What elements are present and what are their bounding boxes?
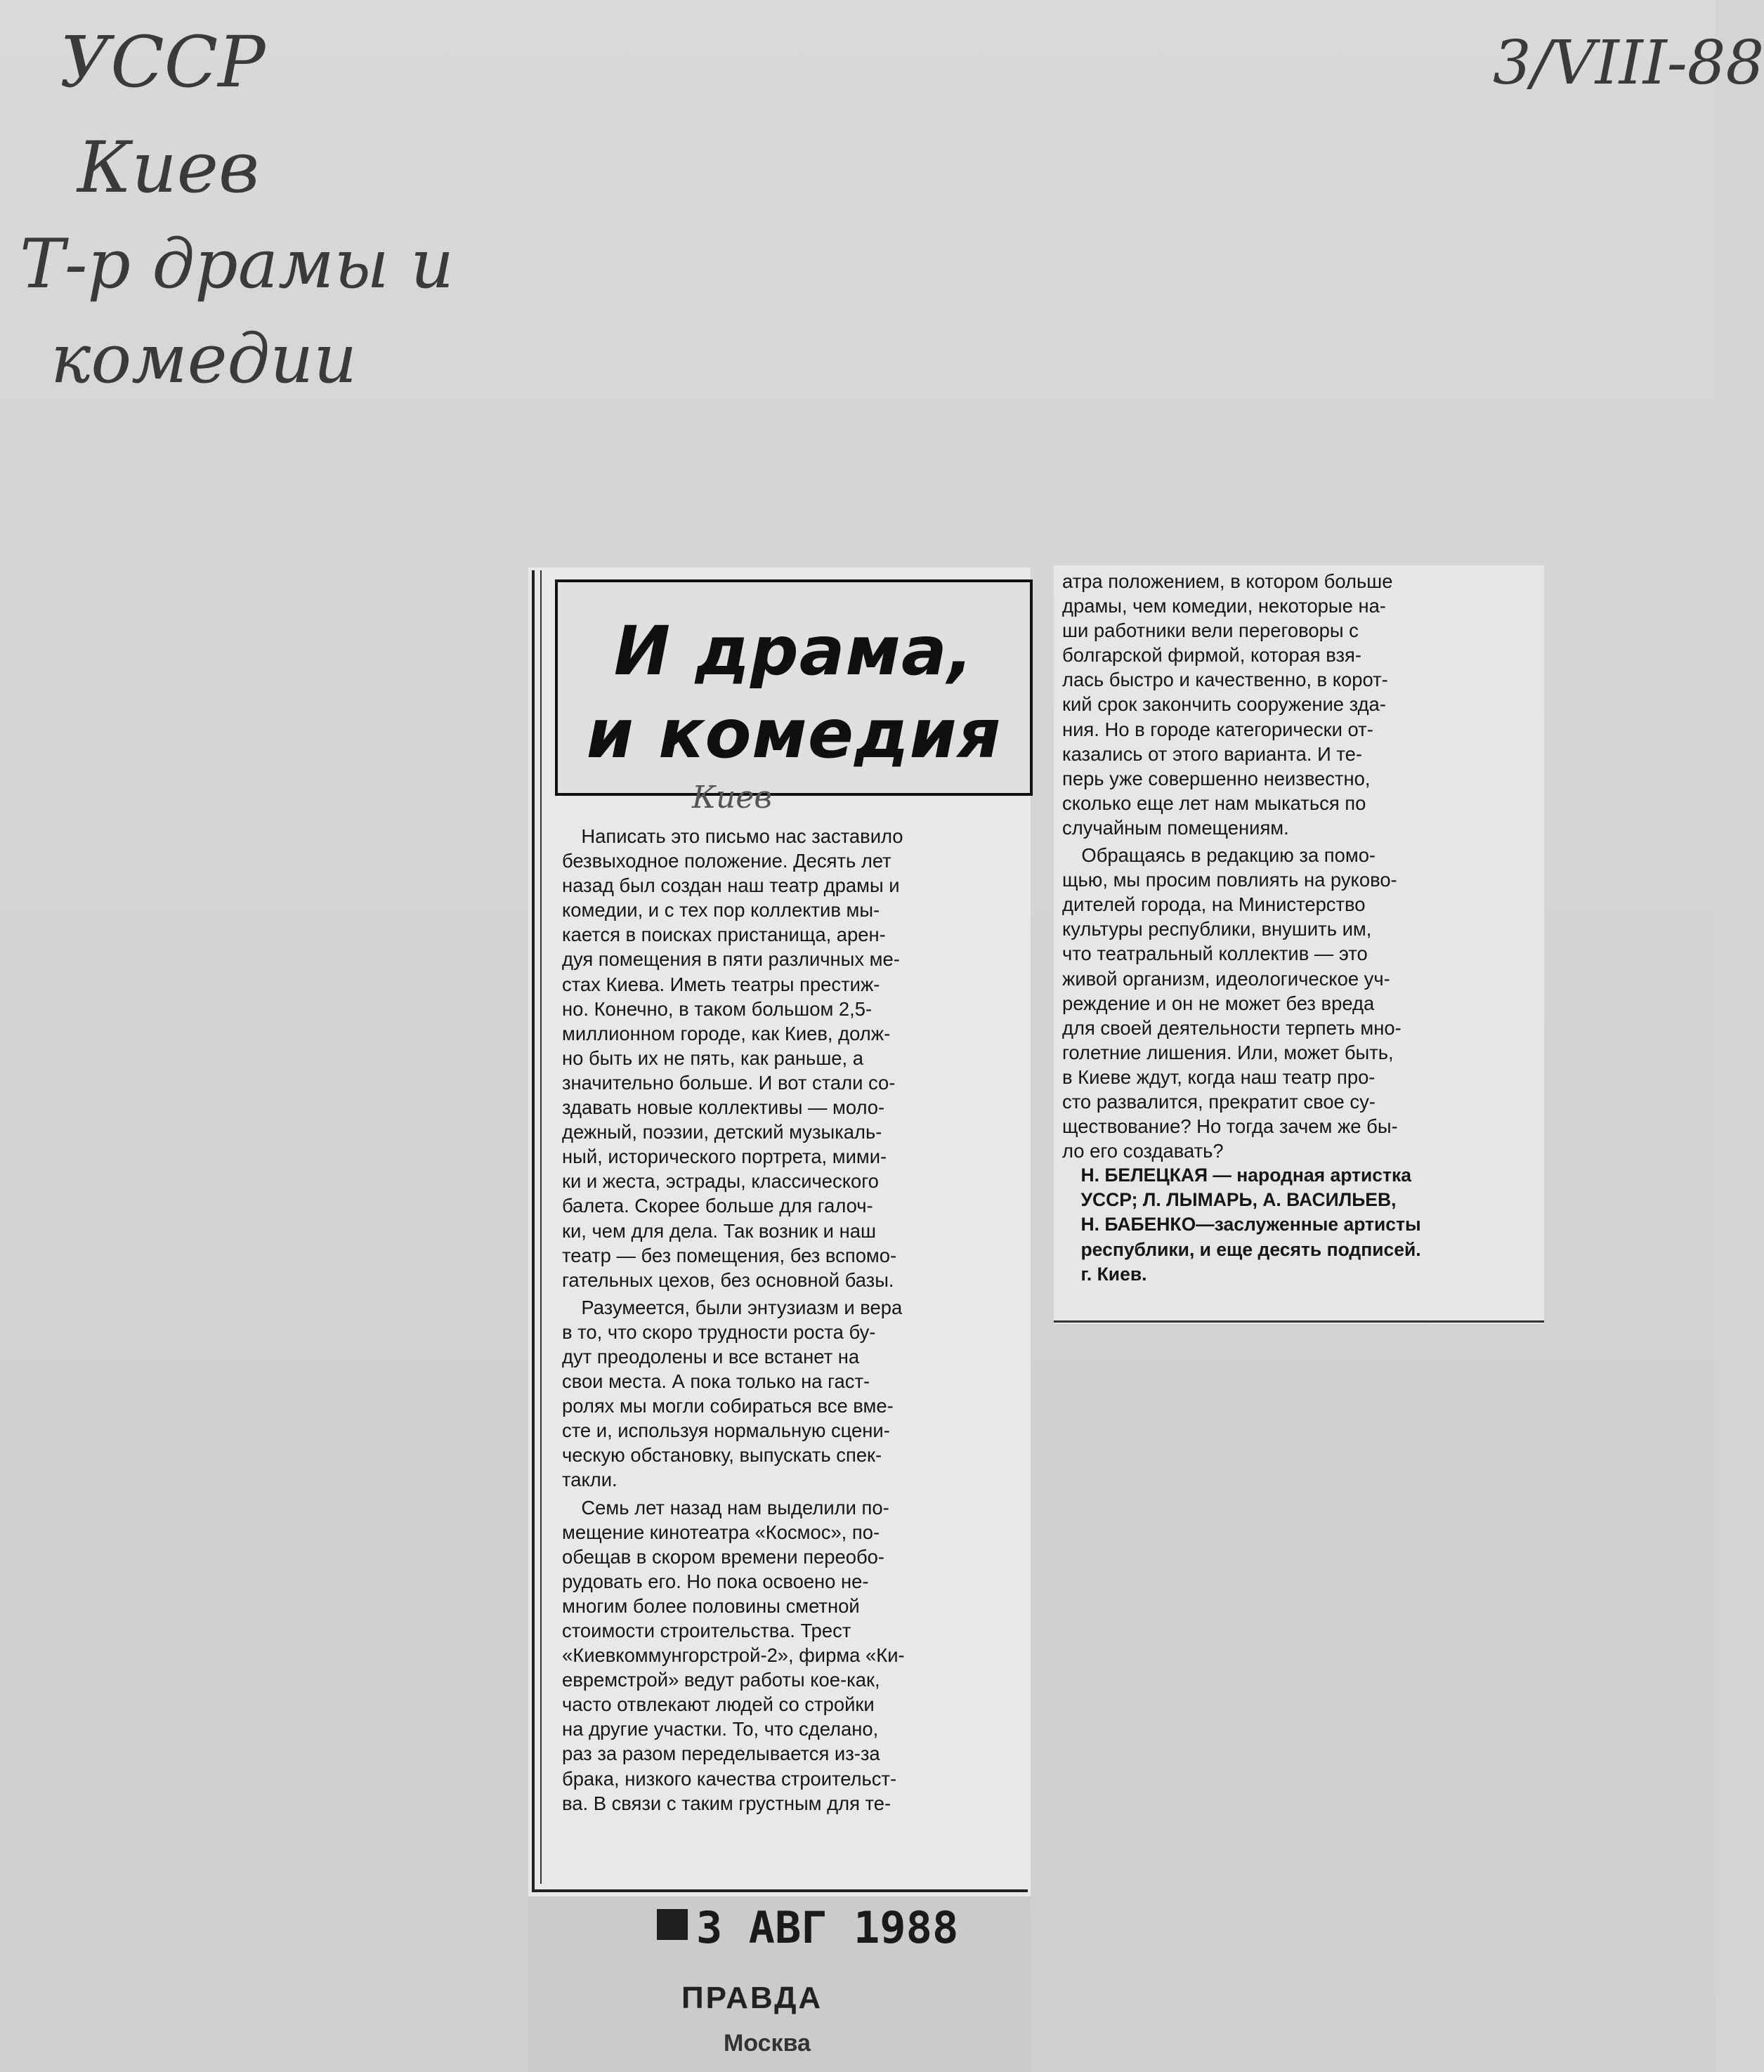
article-line: ния. Но в городе категорически от- [1062,718,1373,740]
article-line: Разумеется, были энтузиазм и вера [562,1296,903,1318]
article-line: кий срок закончить сооружение зда- [1062,693,1386,716]
article-line: здавать новые коллективы — моло- [562,1096,885,1119]
article-line: обещав в скором времени переобо- [562,1545,884,1568]
article-line: театр — без помещения, без вспомо- [562,1244,897,1266]
article-line: дут преодолены и все встанет на [562,1345,860,1368]
article-line: мещение кинотеатра «Космос», по- [562,1521,880,1543]
article-line: кается в поисках пристанища, арен- [562,924,886,946]
clipping-inner-rule [540,570,546,1884]
article-line: «Киевкоммунгорстрой-2», фирма «Ки- [562,1644,905,1667]
article-line: ческую обстановку, выпускать спек- [562,1444,882,1467]
article-left-column [562,824,1029,1816]
signature-line: Н. БЕЛЕЦКАЯ — народная артистка [1062,1165,1412,1186]
article-line: ши работники вели переговоры с [1062,619,1359,642]
article-line: культуры республики, внушить им, [1062,918,1372,940]
signature-line: УССР; Л. ЛЫМАРЬ, А. ВАСИЛЬЕВ, [1062,1189,1397,1211]
article-line: ки и жеста, эстрады, классического [562,1170,879,1193]
article-line: реждение и он не может без вреда [1062,992,1375,1014]
article-line: часто отвлекают людей со стройки [562,1693,875,1716]
article-line: свои места. А пока только на гаст- [562,1370,870,1393]
article-line: стоимости строительства. Трест [562,1620,851,1641]
article-line: драмы, чем комедии, некоторые на- [1062,595,1386,617]
headline-box [555,579,1033,796]
article-line: атра положением, в котором больше [1062,570,1393,592]
article-line: в Киеве ждут, когда наш театр про- [1062,1065,1376,1088]
article-line: дежный, поэзии, детский музыкаль- [562,1121,882,1143]
article-line: сколько еще лет нам мыкаться по [1062,792,1366,814]
handwritten-republic: УССР [60,21,266,103]
article-line: миллионном городе, как Киев, долж- [562,1022,891,1044]
article-line: многим более половины сметной [562,1594,860,1617]
article-line: евремстрой» ведут работы кое-как, [562,1669,880,1691]
article-line: ва. В связи с таким грустным для те- [562,1792,891,1814]
article-line: но. Конечно, в таком большом 2,5- [562,997,873,1020]
headline-line1: И драма, [613,612,974,690]
article-line: казались от этого варианта. И те- [1062,742,1362,765]
article-line: случайным помещениям. [1062,816,1289,839]
stamp-publication: ПРАВДА [681,1981,823,2015]
article-line: такли. [562,1469,618,1491]
handwritten-theatre-line2: комедии [51,320,358,398]
article-line: балета. Скорее больше для галоч- [562,1195,873,1217]
article-line: сто развалится, прекратит свое су- [1062,1090,1376,1113]
article-line: но быть их не пять, как раньше, а [562,1047,863,1069]
handwritten-column-note: Киев [692,780,773,815]
article-line: значительно больше. И вот стали со- [562,1071,896,1094]
article-line: ки, чем для дела. Так возник и наш [562,1219,876,1242]
article-line: щью, мы просим повлиять на руково- [1062,869,1397,891]
article-line: для своей деятельности терпеть мно- [1062,1016,1402,1039]
article-line: ществование? Но тогда зачем же бы- [1062,1115,1398,1138]
article-line: Написать это письмо нас заставило [562,825,903,847]
stamp-city: Москва [724,2030,811,2057]
article-line: дителей города, на Министерство [1062,893,1366,916]
article-line: комедии, и с тех пор коллектив мы- [562,899,880,922]
headline-line2: и комедия [586,695,1002,773]
article-line: перь уже совершенно неизвестно, [1062,767,1371,789]
article-line: рудовать его. Но пока освоено не- [562,1570,869,1592]
article-line: безвыходное положение. Десять лет [562,850,891,872]
article-line: дуя помещения в пяти различных ме- [562,948,900,971]
article-line: ло его создавать? [1062,1140,1224,1162]
article-line: гательных цехов, без основной базы. [562,1268,894,1291]
handwritten-city: Киев [77,126,260,209]
article-right-column [1062,569,1531,1287]
signature-line: г. Киев. [1062,1263,1147,1285]
article-line: Семь лет назад нам выделили по- [562,1496,889,1519]
article-line: раз за разом переделывается из-за [562,1743,880,1765]
article-line: ный, исторического портрета, мими- [562,1146,887,1168]
signature-line: республики, и еще десять подписей. [1062,1238,1421,1260]
article-line: болгарской фирмой, которая взя- [1062,644,1361,667]
article-line: Обращаясь в редакцию за помо- [1062,844,1376,867]
article-line: живой организм, идеологическое уч- [1062,967,1390,990]
handwritten-theatre-line1: Т-р драмы и [20,225,455,303]
article-line: что театральный коллектив — это [1062,943,1368,965]
article-line: назад был создан наш театр драмы и [562,874,900,897]
article-line: стах Киева. Иметь театры престиж- [562,973,880,995]
article-line: в то, что скоро трудности роста бу- [562,1320,876,1343]
article-line: брака, низкого качества строительст- [562,1767,897,1790]
stamp-date: 3 АВГ 1988 [696,1902,959,1953]
handwritten-date: 3/VIII-88 [1493,28,1764,98]
article-line: лась быстро и качественно, в корот- [1062,669,1388,691]
article-line: сте и, используя нормальную сцени- [562,1419,890,1442]
article-line: на другие участки. То, что сделано, [562,1718,879,1740]
clipping-bottom-rule [1054,1320,1544,1323]
article-line: голетние лишения. Или, может быть, [1062,1041,1394,1063]
signature-line: Н. БАБЕНКО—заслуженные артисты [1062,1214,1421,1235]
article-line: ролях мы могли собираться все вме- [562,1395,894,1417]
